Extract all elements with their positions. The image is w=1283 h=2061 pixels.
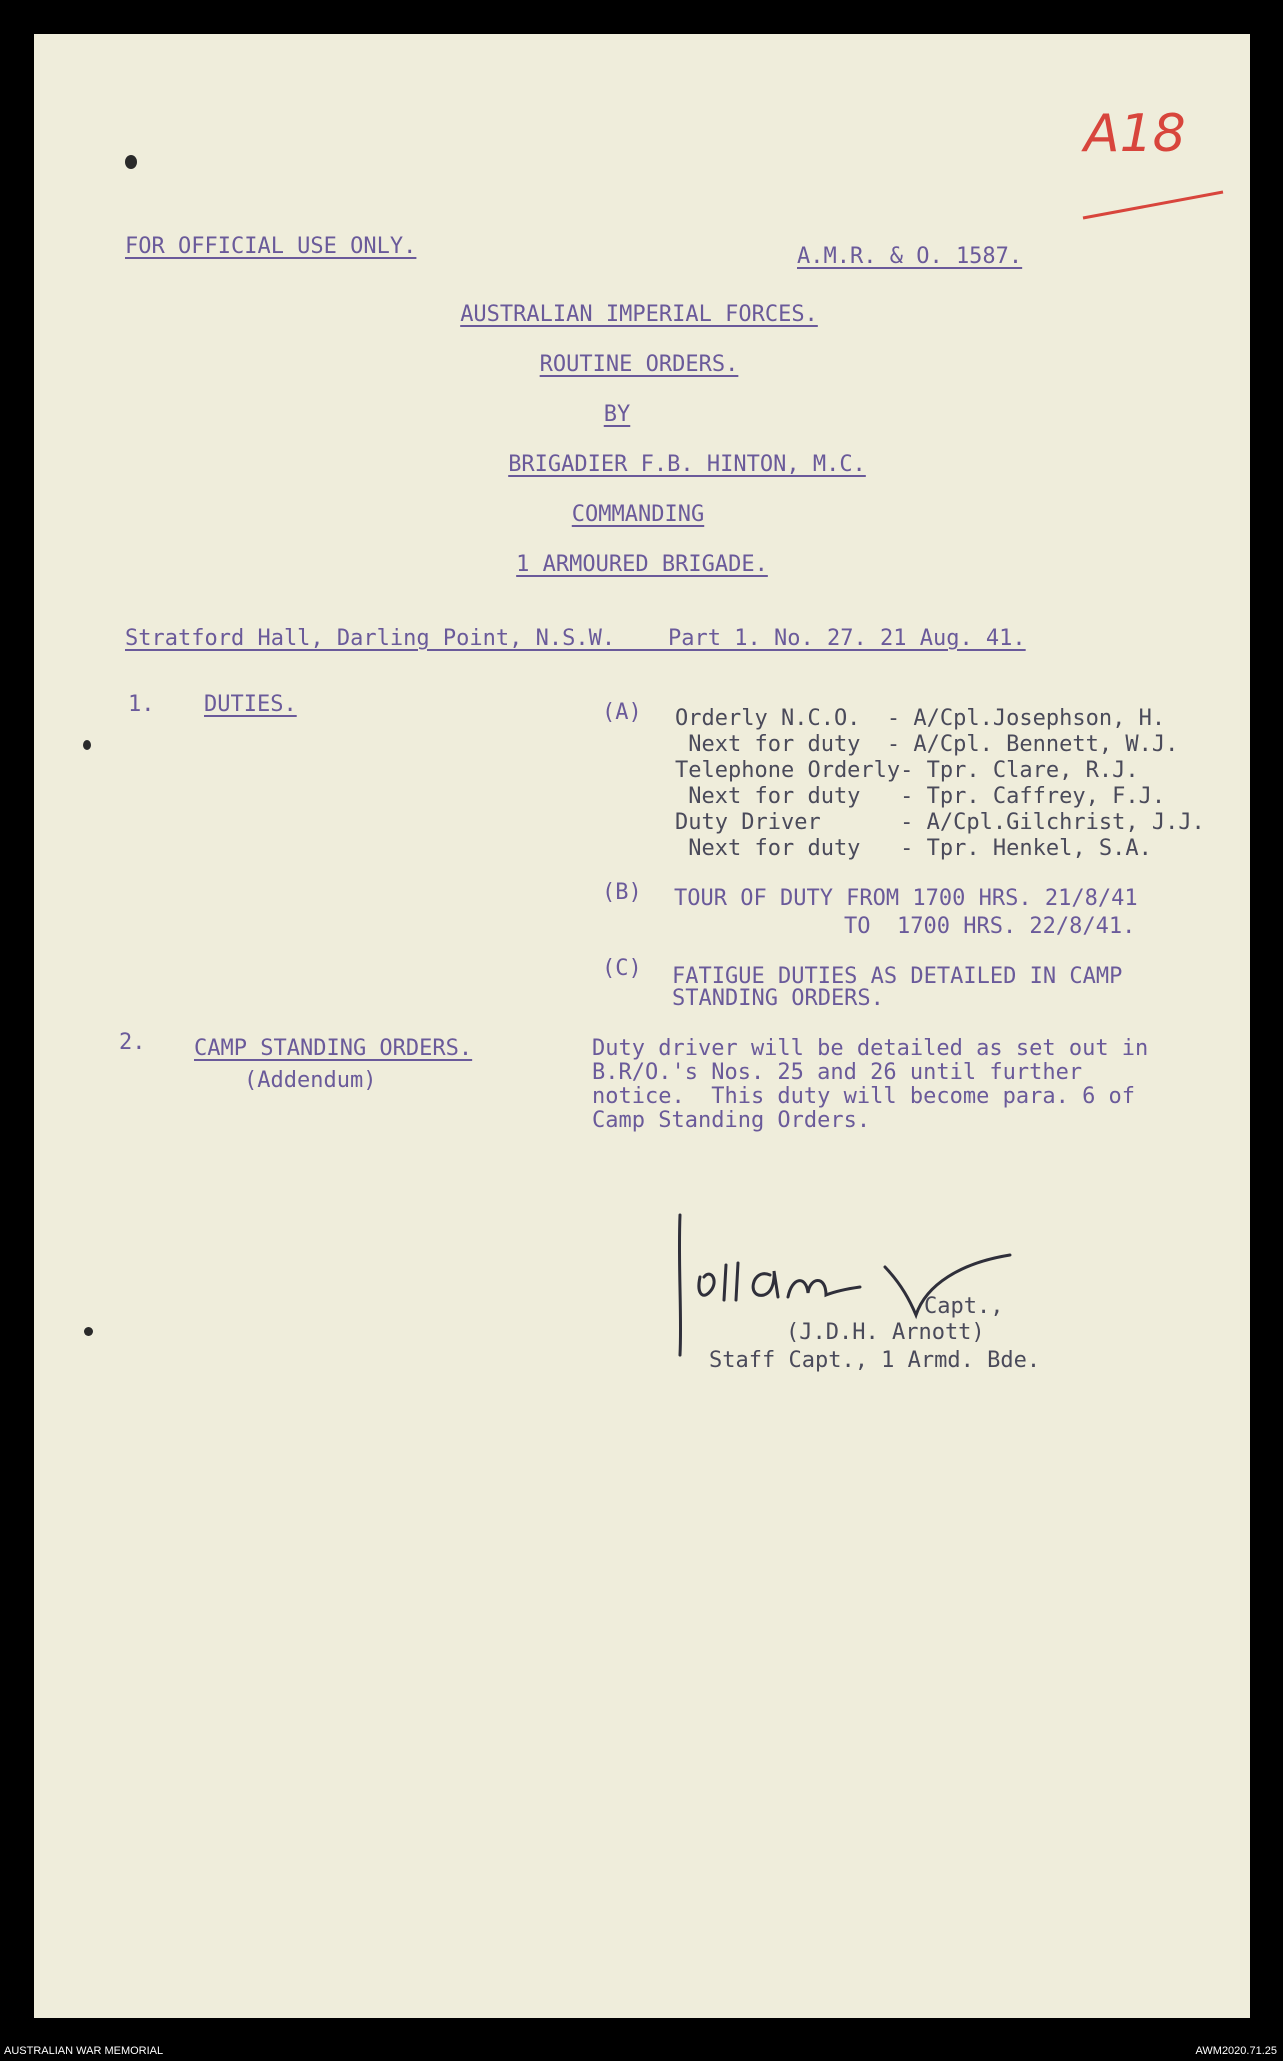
punch-hole xyxy=(83,740,91,750)
footer-left: AUSTRALIAN WAR MEMORIAL xyxy=(4,2045,164,2057)
section-1-number: 1. xyxy=(128,692,155,717)
title-line-5: COMMANDING xyxy=(571,502,705,527)
section-2-heading: CAMP STANDING ORDERS. xyxy=(194,1036,473,1061)
title-line-4: BRIGADIER F.B. HINTON, M.C. xyxy=(508,452,866,477)
duty-line: Duty Driver - A/Cpl.Gilchrist, J.J. xyxy=(675,810,1205,835)
tour-of-duty-from: TOUR OF DUTY FROM 1700 HRS. 21/8/41 xyxy=(674,886,1138,911)
classification: FOR OFFICIAL USE ONLY. xyxy=(125,234,417,259)
duty-line: Orderly N.C.O. - A/Cpl.Josephson, H. xyxy=(675,706,1166,731)
duty-line: Telephone Orderly- Tpr. Clare, R.J. xyxy=(675,758,1139,783)
duty-line: Next for duty - Tpr. Caffrey, F.J. xyxy=(675,784,1166,809)
addendum-line: B.R/O.'s Nos. 25 and 26 until further xyxy=(592,1060,1083,1085)
addendum-line: notice. This duty will become para. 6 of xyxy=(592,1084,1136,1109)
title-line-6: 1 ARMOURED BRIGADE. xyxy=(516,552,768,577)
section-2-subheading: (Addendum) xyxy=(244,1068,377,1093)
duty-line: Next for duty - A/Cpl. Bennett, W.J. xyxy=(675,732,1179,757)
section-1-heading: DUTIES. xyxy=(204,692,297,717)
duty-line: Next for duty - Tpr. Henkel, S.A. xyxy=(675,836,1152,861)
handwritten-annotation: A18 xyxy=(1084,104,1186,164)
section-2-number: 2. xyxy=(119,1030,146,1055)
fatigue-duties-line: STANDING ORDERS. xyxy=(672,986,884,1011)
annotation-underline xyxy=(1079,184,1229,224)
title-line-2: ROUTINE ORDERS. xyxy=(539,352,739,377)
addendum-line: Camp Standing Orders. xyxy=(592,1108,871,1133)
tour-of-duty-to: TO 1700 HRS. 22/8/41. xyxy=(844,914,1136,939)
punch-hole xyxy=(84,1327,93,1336)
document-sheet xyxy=(34,34,1250,2018)
duties-a-label: (A) xyxy=(602,700,642,725)
location-line: Stratford Hall, Darling Point, N.S.W. Part 1. No. 27. 21 Aug. 41. xyxy=(125,626,1026,651)
addendum-line: Duty driver will be detailed as set out in xyxy=(592,1036,1149,1061)
footer-right: AWM2020.71.25 xyxy=(1195,2045,1277,2057)
duties-c-label: (C) xyxy=(602,956,642,981)
title-line-1: AUSTRALIAN IMPERIAL FORCES. xyxy=(460,302,818,327)
signature-rank: Capt., xyxy=(924,1294,1004,1319)
fatigue-duties-line: FATIGUE DUTIES AS DETAILED IN CAMP xyxy=(672,964,1123,989)
punch-hole xyxy=(125,155,137,169)
duties-b-label: (B) xyxy=(602,880,642,905)
title-line-3: BY xyxy=(603,402,631,427)
signature-appointment: Staff Capt., 1 Armd. Bde. xyxy=(709,1348,1041,1373)
handwritten-signature xyxy=(660,1205,1140,1365)
signature-name: (J.D.H. Arnott) xyxy=(786,1320,985,1345)
reference-number: A.M.R. & O. 1587. xyxy=(797,244,1023,269)
